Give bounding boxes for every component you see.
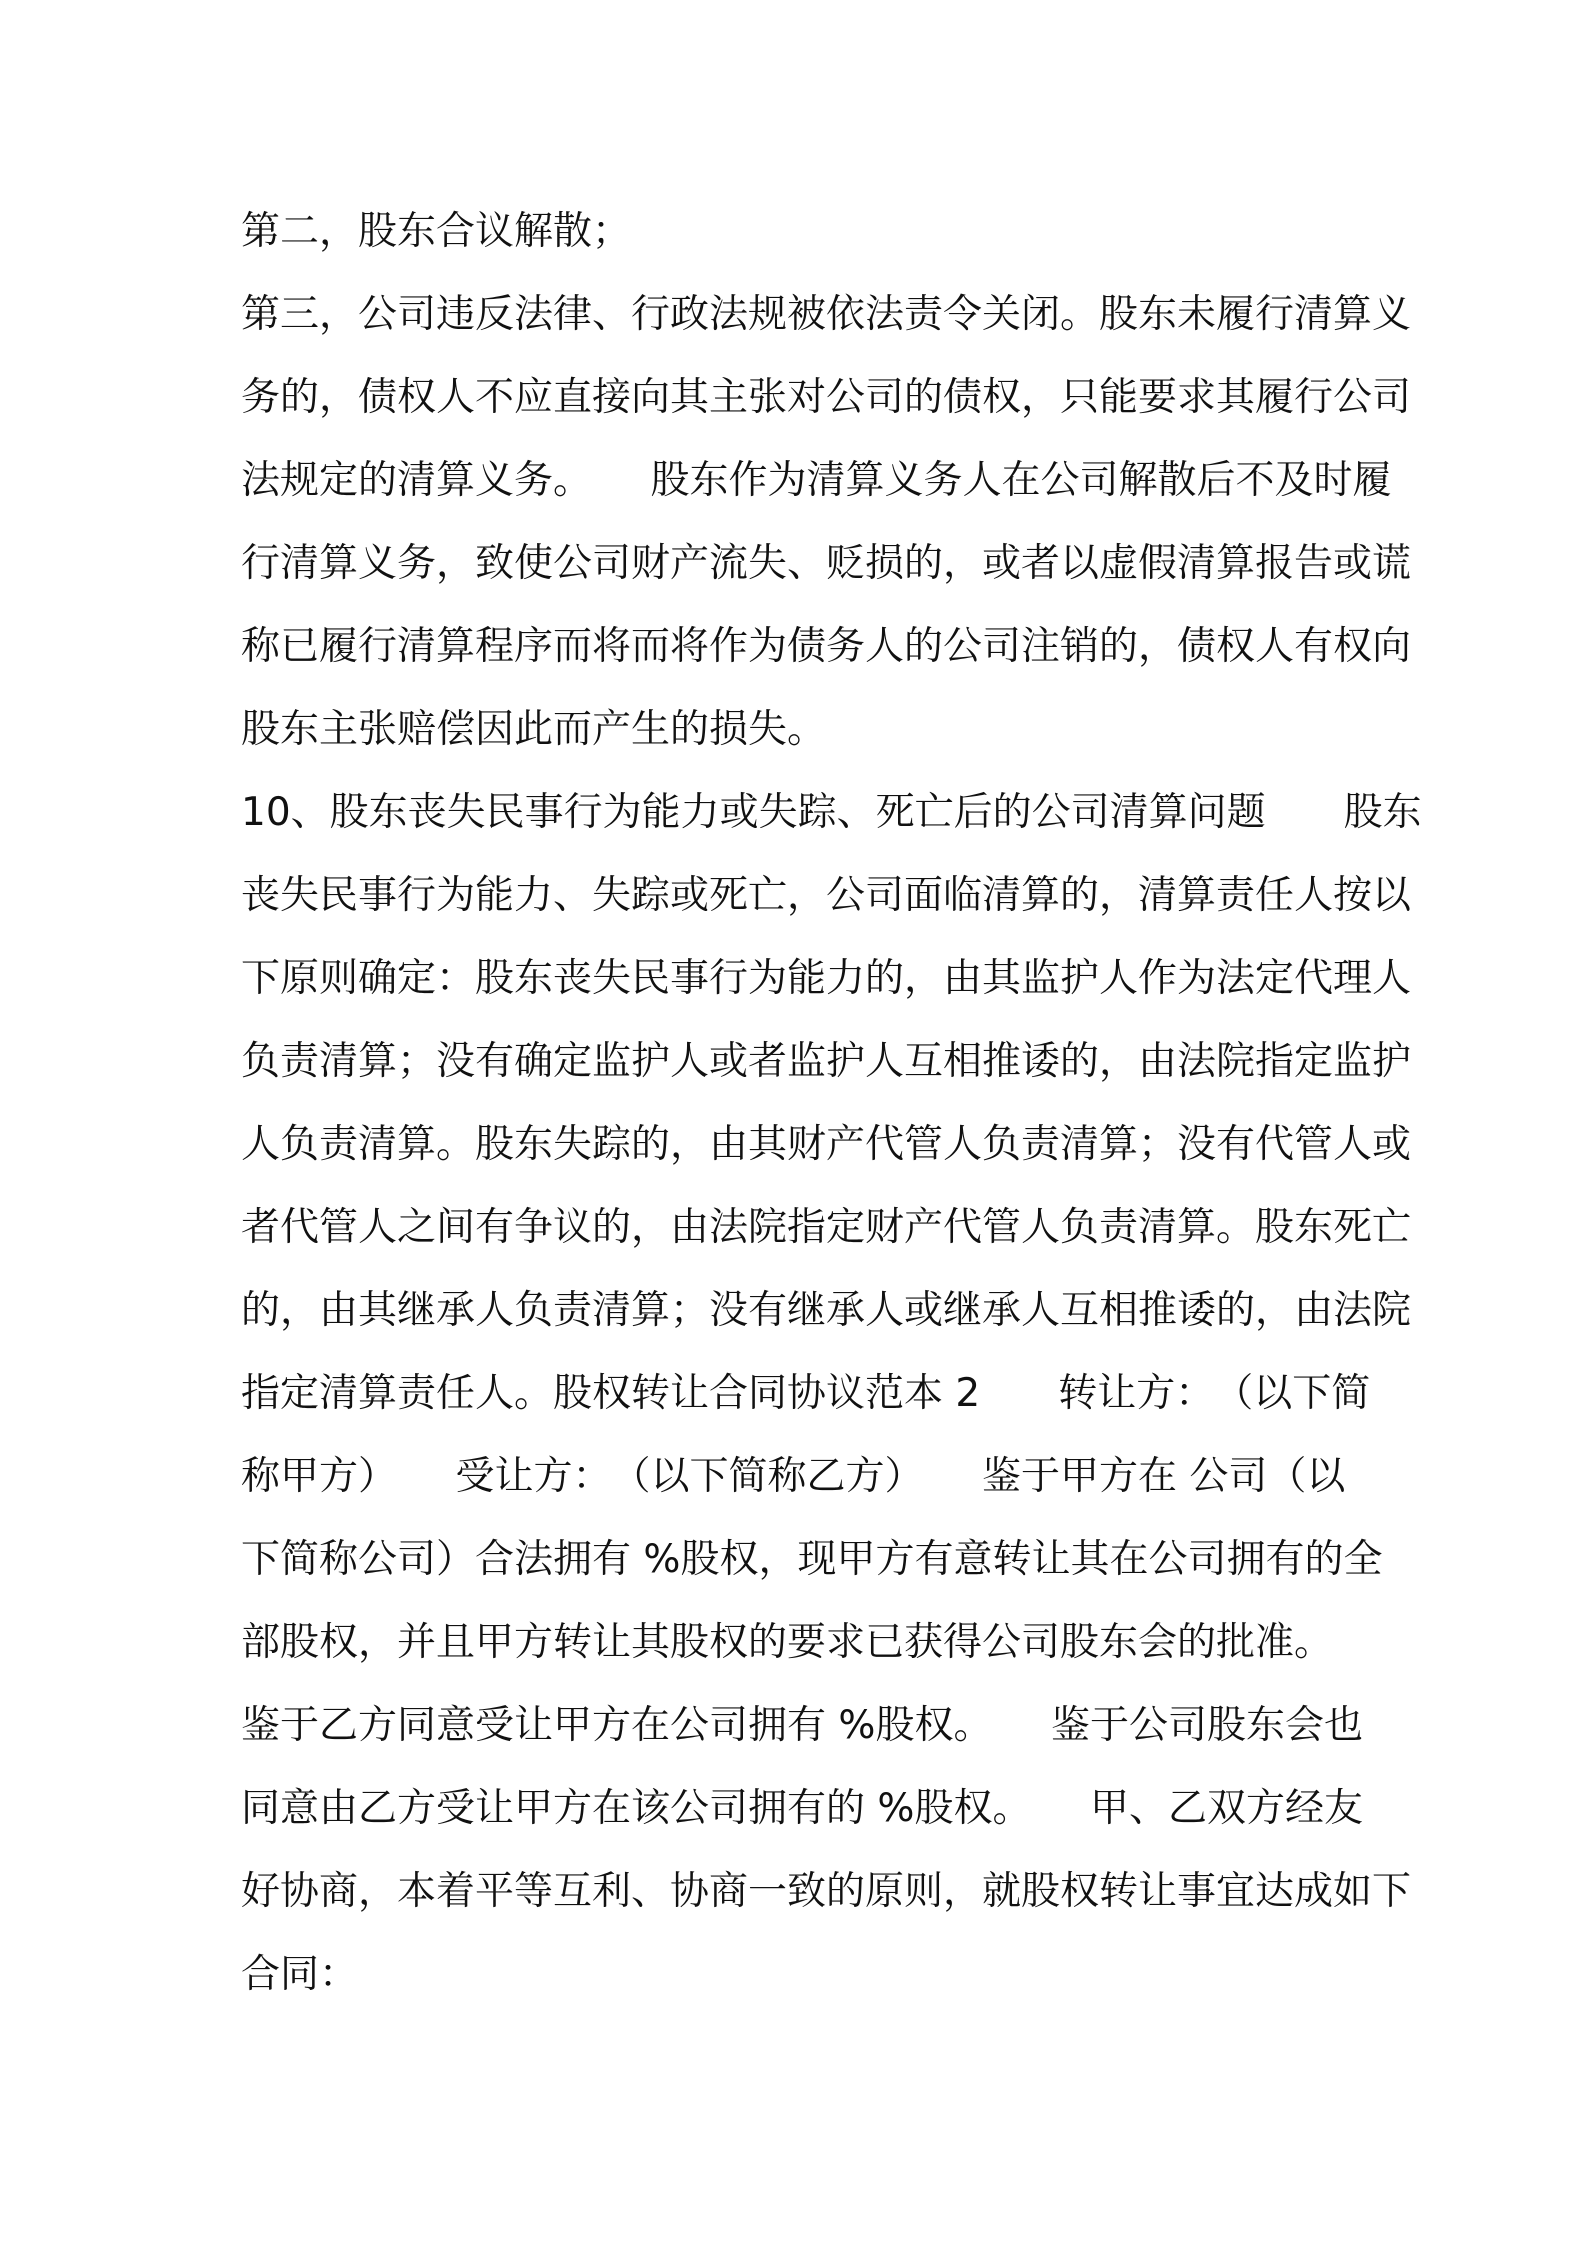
- text-line: 负责清算；没有确定监护人或者监护人互相推诿的，由法院指定监护: [241, 1039, 1412, 1084]
- text-line: 行清算义务，致使公司财产流失、贬损的，或者以虚假清算报告或谎: [241, 541, 1412, 586]
- text-line: 鉴于乙方同意受让甲方在公司拥有 %股权。 鉴于公司股东会也: [241, 1703, 1363, 1748]
- text-line: 好协商，本着平等互利、协商一致的原则，就股权转让事宜达成如下: [241, 1869, 1412, 1914]
- text-line: 务的，债权人不应直接向其主张对公司的债权，只能要求其履行公司: [241, 375, 1412, 420]
- text-line: 下简称公司）合法拥有 %股权，现甲方有意转让其在公司拥有的全: [241, 1537, 1383, 1582]
- document-body: [241, 190, 1422, 2016]
- text-line: 下原则确定：股东丧失民事行为能力的，由其监护人作为法定代理人: [241, 956, 1412, 1001]
- text-line: 股东主张赔偿因此而产生的损失。: [241, 707, 827, 752]
- text-line: 第二，股东合议解散；: [241, 209, 632, 254]
- text-line: 丧失民事行为能力、失踪或死亡，公司面临清算的，清算责任人按以: [241, 873, 1412, 918]
- text-line: 10、股东丧失民事行为能力或失踪、死亡后的公司清算问题 股东: [241, 790, 1422, 835]
- text-line: 者代管人之间有争议的，由法院指定财产代管人负责清算。股东死亡: [241, 1205, 1412, 1250]
- text-line: 法规定的清算义务。 股东作为清算义务人在公司解散后不及时履: [241, 458, 1392, 503]
- text-line: 合同：: [241, 1952, 359, 1997]
- text-line: 同意由乙方受让甲方在该公司拥有的 %股权。 甲、乙双方经友: [241, 1786, 1363, 1831]
- text-line: 称已履行清算程序而将而将作为债务人的公司注销的，债权人有权向: [241, 624, 1412, 669]
- text-line: 人负责清算。股东失踪的，由其财产代管人负责清算；没有代管人或: [241, 1122, 1412, 1167]
- text-line: 指定清算责任人。股权转让合同协议范本 2 转让方： （以下简: [241, 1371, 1371, 1416]
- text-line: 的，由其继承人负责清算；没有继承人或继承人互相推诿的，由法院: [241, 1288, 1412, 1333]
- text-line: 称甲方） 受让方： （以下简称乙方） 鉴于甲方在 公司（以: [241, 1454, 1346, 1499]
- text-line: 第三，公司违反法律、行政法规被依法责令关闭。股东未履行清算义: [241, 292, 1412, 337]
- text-line: 部股权，并且甲方转让其股权的要求已获得公司股东会的批准。: [241, 1620, 1334, 1665]
